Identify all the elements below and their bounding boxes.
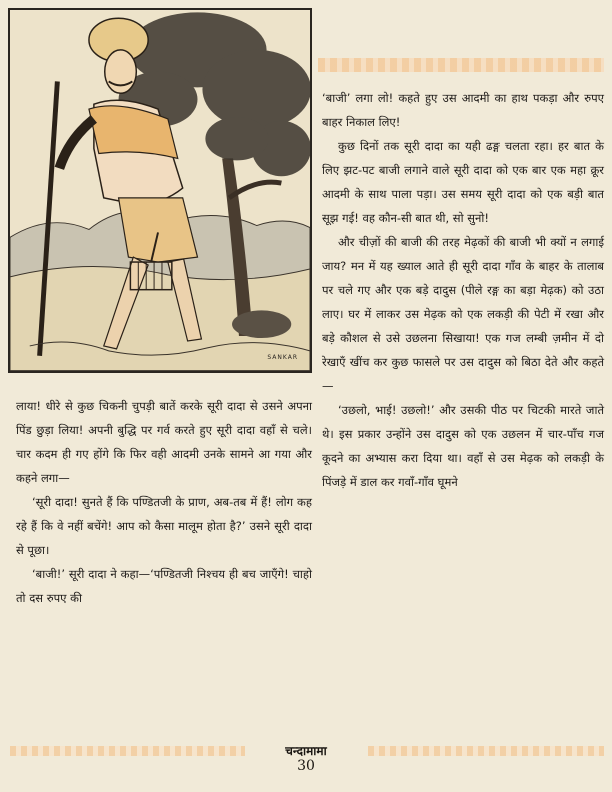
paragraph: ‘उछलो, भाई! उछलो!’ और उसकी पीठ पर चिटकी मारते जाते थे। इस प्रकार उन्होंने उस दादुस को एक उछलन में चार-पाँच गज कूदने का अभ्यास करा दिया था। वहाँ से उस मेढ़क को लकड़ी के पिंजड़े में डाल कर गवाँ-गाँव घूमने	[322, 403, 604, 489]
paragraph: लाया! धीरे से कुछ चिकनी चुपड़ी बातें करके सूरी दादा से उसने अपना पिंड छुड़ा लिया! अपनी बुद्धि पर गर्व करते हुए सूरी दादा वहाँ से चले। चार कदम ही गए होंगे कि फिर वही आदमी उनके सामने आ गया और कहने लगा—	[16, 399, 312, 485]
right-text-column	[322, 86, 604, 494]
paragraph: कुछ दिनों तक सूरी दादा का यही ढङ्ग चलता रहा। हर बात के लिए झट-पट बाजी लगाने वाले सूरी दादा को एक बार एक महा क्रूर आदमी के साथ पाला पड़ा। उस समय सूरी दादा को एक बड़ी बात सूझ गई! वह कौन-सी बात थी, सो सुनो!	[322, 139, 604, 225]
artist-signature: SANKAR	[267, 354, 298, 361]
decorative-band-top	[318, 58, 604, 72]
paragraph: ‘सूरी दादा! सुनते हैं कि पण्डितजी के प्राण, अब-तब में हैं! लोग कह रहे हैं कि वे नहीं बचेंगे! आप को कैसा मालूम होता है?’ उसने सूरी दादा से पूछा।	[16, 495, 312, 557]
man-with-staff-illustration	[10, 10, 310, 371]
left-text-column	[16, 394, 312, 610]
paragraph: और चीज़ों की बाजी की तरह मेढ़कों की बाजी भी क्यों न लगाई जाय? मन में यह ख्याल आते ही सूरी दादा गाँव के बाहर के तालाब पर चले गए और एक बड़े दादुस (पीले रङ्ग का बड़ा मेढ़क) को उठा लाए। घर में लाकर उस मेढ़क को एक लकड़ी की पेटी में रखा और बड़े कौशल से उसे उछलना सिखाया! एक गज लम्बी ज़मीन में दो रेखाएँ खींच कर कुछ फासले पर उस दादुस को बिठा देते और कहते—	[322, 235, 604, 393]
magazine-name: चन्दामामा	[285, 744, 327, 758]
paragraph: ‘बाजी!’ सूरी दादा ने कहा—‘पण्डितजी निश्चय ही बच जाएँगे! चाहो तो दस रुपए की	[16, 567, 312, 605]
story-illustration	[8, 8, 312, 373]
paragraph: ‘बाजी’ लगा लो! कहते हुए उस आदमी का हाथ पकड़ा और रुपए बाहर निकाल लिए!	[322, 91, 604, 129]
page-number: 30	[297, 758, 315, 774]
